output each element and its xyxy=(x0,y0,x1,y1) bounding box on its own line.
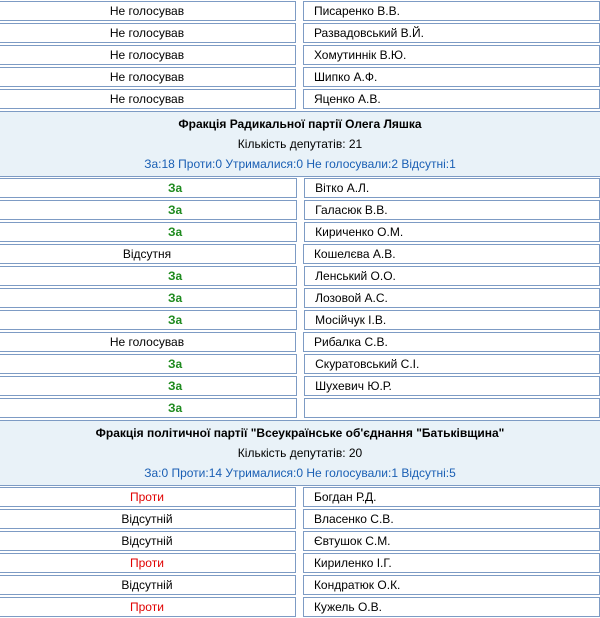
vote-result-cell: За xyxy=(0,398,297,418)
faction-radical-rows xyxy=(0,177,600,419)
deputy-name-cell: Развадовський В.Й. xyxy=(303,23,600,43)
vote-result-cell: Не голосував xyxy=(0,23,296,43)
table-row xyxy=(0,552,600,574)
deputy-name-cell: Скуратовський С.І. xyxy=(304,354,600,374)
vote-result-cell: Проти xyxy=(0,597,296,617)
table-row xyxy=(0,66,600,88)
deputy-name-cell: Кужель О.В. xyxy=(303,597,600,617)
deputy-name-cell: Яценко А.В. xyxy=(303,89,600,109)
deputy-name-cell: Шухевич Ю.Р. xyxy=(304,376,600,396)
table-row xyxy=(0,177,600,199)
deputy-name-cell: Кириченко О.М. xyxy=(304,222,600,242)
table-row xyxy=(0,530,600,552)
faction-vote-stats: За:0 Проти:14 Утрималися:0 Не голосували:1 Відсутні:5 xyxy=(144,466,456,480)
deputy-name-cell: Кошелєва А.В. xyxy=(303,244,600,264)
table-row xyxy=(0,44,600,66)
deputy-name-cell: Вітко А.Л. xyxy=(304,178,600,198)
deputy-name-cell: Ленський О.О. xyxy=(304,266,600,286)
vote-result-cell: Не голосував xyxy=(0,45,296,65)
table-row xyxy=(0,199,600,221)
table-row xyxy=(0,265,600,287)
table-row xyxy=(0,287,600,309)
table-row xyxy=(0,309,600,331)
deputy-name-cell: Хомутиннік В.Ю. xyxy=(303,45,600,65)
table-row xyxy=(0,397,600,419)
vote-result-cell: Відсутній xyxy=(0,575,296,595)
deputy-name-cell: Богдан Р.Д. xyxy=(303,487,600,507)
table-row xyxy=(0,331,600,353)
table-row xyxy=(0,88,600,110)
deputy-name-cell: Кириленко І.Г. xyxy=(303,553,600,573)
table-row xyxy=(0,596,600,618)
deputy-name-cell: Писаренко В.В. xyxy=(303,1,600,21)
vote-result-cell: За xyxy=(0,178,297,198)
faction-title: Фракція політичної партії "Всеукраїнське об'єднання "Батьківщина" xyxy=(95,426,505,440)
table-row xyxy=(0,243,600,265)
table-row xyxy=(0,574,600,596)
vote-result-cell: За xyxy=(0,200,297,220)
table-row xyxy=(0,486,600,508)
faction-vote-stats: За:18 Проти:0 Утрималися:0 Не голосували:2 Відсутні:1 xyxy=(144,157,456,171)
faction-title: Фракція Радикальної партії Олега Ляшка xyxy=(178,117,422,131)
vote-result-cell: За xyxy=(0,354,297,374)
deputy-name-cell: Шипко А.Ф. xyxy=(303,67,600,87)
vote-result-cell: Відсутній xyxy=(0,509,296,529)
vote-result-cell: Відсутня xyxy=(0,244,296,264)
vote-result-cell: Не голосував xyxy=(0,89,296,109)
vote-result-cell: Проти xyxy=(0,553,296,573)
vote-result-cell: За xyxy=(0,222,297,242)
deputy-name-cell xyxy=(304,398,600,418)
deputy-name-cell: Євтушок С.М. xyxy=(303,531,600,551)
vote-result-cell: За xyxy=(0,266,297,286)
faction-header-radical xyxy=(0,111,600,177)
faction-deputy-count: Кількість депутатів: 21 xyxy=(237,137,363,151)
table-row xyxy=(0,375,600,397)
vote-result-cell: Не голосував xyxy=(0,1,296,21)
table-row xyxy=(0,0,600,22)
faction-batkivshchyna-rows xyxy=(0,486,600,618)
deputy-name-cell: Кондратюк О.К. xyxy=(303,575,600,595)
vote-result-cell: За xyxy=(0,376,297,396)
deputy-name-cell: Власенко С.В. xyxy=(303,509,600,529)
top-rows xyxy=(0,0,600,110)
deputy-name-cell: Рибалка С.В. xyxy=(303,332,600,352)
faction-header-batkivshchyna xyxy=(0,420,600,486)
vote-result-cell: За xyxy=(0,310,297,330)
table-row xyxy=(0,353,600,375)
vote-result-cell: За xyxy=(0,288,297,308)
deputy-name-cell: Мосійчук І.В. xyxy=(304,310,600,330)
faction-deputy-count: Кількість депутатів: 20 xyxy=(237,446,363,460)
deputy-name-cell: Лозовой А.С. xyxy=(304,288,600,308)
vote-result-cell: Відсутній xyxy=(0,531,296,551)
vote-result-cell: Проти xyxy=(0,487,296,507)
deputy-name-cell: Галасюк В.В. xyxy=(304,200,600,220)
vote-result-cell: Не голосував xyxy=(0,332,296,352)
table-row xyxy=(0,221,600,243)
table-row xyxy=(0,22,600,44)
vote-result-cell: Не голосував xyxy=(0,67,296,87)
table-row xyxy=(0,508,600,530)
